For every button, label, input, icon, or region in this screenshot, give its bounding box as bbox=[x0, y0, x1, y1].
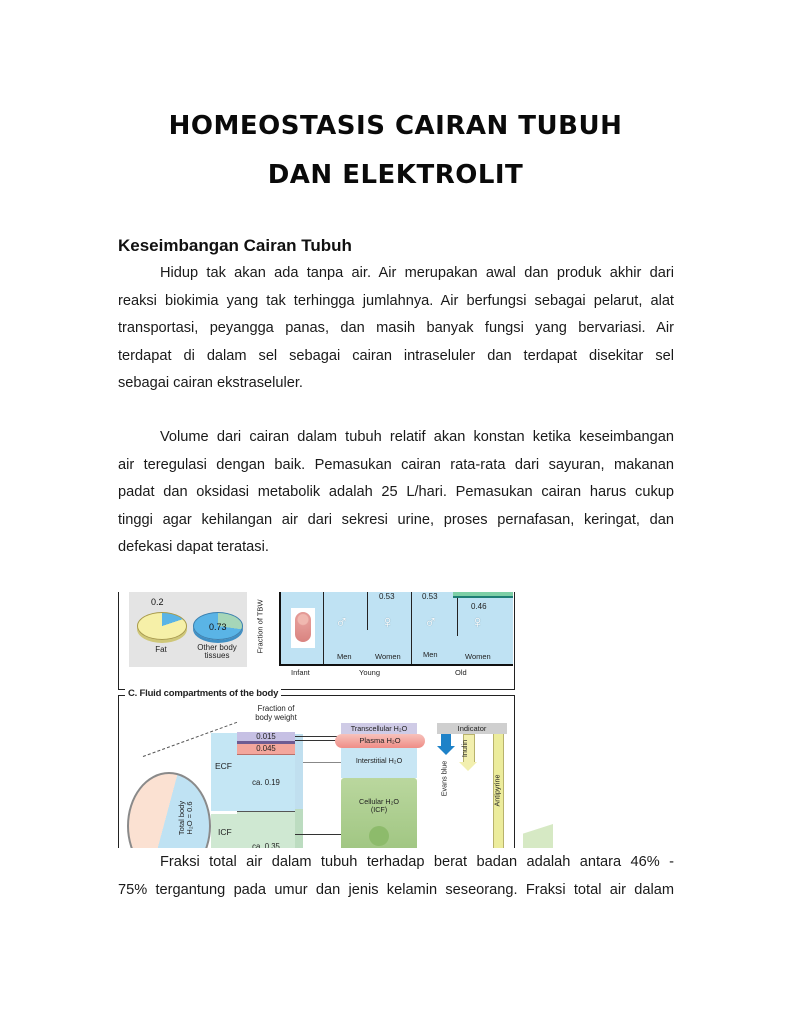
paragraph-line: padat dan oksidasi metabolik adalah 25 L/hari. Pemasukan cairan harus cukup bbox=[118, 484, 674, 500]
paragraph-line: Volume dari cairan dalam tubuh relatif akan konstan ketika keseimbangan bbox=[160, 429, 674, 445]
category-label: Men bbox=[423, 650, 438, 659]
fraction-header: Fraction of body weight bbox=[255, 704, 297, 722]
plasma-fraction: 0.045 bbox=[237, 744, 295, 755]
paragraph-line: Hidup tak akan ada tanpa air. Air merupakan awal dan produk akhir dari bbox=[160, 265, 674, 281]
category-label: Women bbox=[375, 652, 401, 661]
interstitial-fraction: ca. 0.19 bbox=[237, 755, 295, 812]
cell-nucleus-icon bbox=[369, 826, 389, 846]
paragraph-line: Fraksi total air dalam tubuh terhadap berat badan adalah antara 46% - bbox=[160, 854, 674, 870]
paragraph-line: air teregulasi dengan baik. Pemasukan cairan rata-rata dari sayuran, makanan bbox=[118, 456, 674, 473]
icf-label: ICF bbox=[218, 827, 232, 837]
section-heading: Keseimbangan Cairan Tubuh bbox=[118, 236, 352, 255]
plasma-water-vessel: Plasma H₂O bbox=[335, 734, 425, 748]
other-tissues-label-1: Other body bbox=[197, 643, 237, 652]
paragraph-line: transportasi, peyangga panas, dan masih banyak fungsi yang bervariasi. Air bbox=[118, 320, 674, 336]
old-women-value: 0.46 bbox=[471, 602, 487, 611]
female-icon: ♀ bbox=[381, 612, 395, 632]
male-icon: ♂ bbox=[424, 612, 438, 632]
group-label: Old bbox=[455, 668, 467, 677]
other-tissues-label-2: tissues bbox=[204, 651, 230, 660]
tbw-by-age-sex-chart bbox=[279, 592, 513, 666]
inulin-label: Inulin bbox=[460, 739, 470, 758]
infant-icon bbox=[291, 608, 315, 648]
transcellular-fraction: 0.015 bbox=[237, 732, 295, 741]
fat-water-value: 0.2 bbox=[151, 597, 164, 607]
evans-blue-label: Evans blue bbox=[439, 760, 449, 797]
cellular-fraction: ca. 0.35 bbox=[237, 812, 295, 848]
cellular-water-illustration: Cellular H₂O (ICF) bbox=[341, 778, 417, 848]
female-icon: ♀ bbox=[471, 612, 485, 632]
paragraph-3 bbox=[118, 849, 674, 904]
fat-label: Fat bbox=[155, 645, 167, 654]
paragraph-1 bbox=[118, 260, 674, 398]
paragraph-2 bbox=[118, 424, 674, 562]
paragraph-line: terdapat di dalam sel sebagai cairan intraseluler dan terdapat disekitar sel bbox=[118, 347, 674, 364]
indicator-header: Indicator bbox=[437, 723, 507, 734]
ecf-column bbox=[211, 733, 237, 811]
fat-pie-icon bbox=[137, 612, 187, 640]
paragraph-line: 75% tergantung pada umur dan jenis kelamin seseorang. Fraksi total air dalam bbox=[118, 881, 674, 898]
pie-chart-box bbox=[129, 592, 247, 667]
old-men-value: 0.53 bbox=[422, 592, 438, 601]
evans-blue-arrow-icon bbox=[441, 734, 451, 746]
young-women-value: 0.53 bbox=[379, 592, 395, 601]
paragraph-line: sebagai cairan ekstraseluler. bbox=[118, 375, 303, 391]
group-label: Infant bbox=[291, 668, 310, 677]
interstitial-water-label: Interstitial H₂O bbox=[341, 748, 417, 778]
male-icon: ♂ bbox=[335, 612, 349, 632]
panel-c-fluid-compartments bbox=[118, 688, 515, 848]
paragraph-line: tinggi agar kehilangan air dari sekresi urine, proses pernafasan, keringat, dan bbox=[118, 511, 674, 528]
group-label: Young bbox=[359, 668, 380, 677]
y-axis-label: Fraction of TBW bbox=[255, 599, 265, 654]
paragraph-line: defekasi dapat teratasi. bbox=[118, 539, 269, 555]
total-body-water-circle: Total body H₂O = 0.6 bbox=[127, 772, 211, 848]
body-water-figure bbox=[118, 592, 554, 848]
paragraph-line: reaksi biokimia yang tak terhingga jumlahnya. Air berfungsi sebagai pelarut, alat bbox=[118, 292, 674, 309]
category-label: Women bbox=[465, 652, 491, 661]
cropped-figure-fragment bbox=[523, 824, 553, 848]
document-title-line2: DAN ELEKTROLIT bbox=[267, 160, 524, 190]
document-title-line1: HOMEOSTASIS CAIRAN TUBUH bbox=[168, 111, 623, 141]
ecf-label: ECF bbox=[215, 761, 232, 771]
category-label: Men bbox=[337, 652, 352, 661]
panel-b-total-body-water bbox=[118, 592, 515, 690]
antipyrine-label: Antipyrine bbox=[492, 774, 502, 807]
panel-c-title: C. Fluid compartments of the body bbox=[125, 688, 281, 699]
other-tissues-water-value: 0.73 bbox=[209, 622, 227, 632]
old-women-level-bar bbox=[453, 592, 513, 598]
transcellular-water-label: Transcellular H₂O bbox=[341, 723, 417, 734]
